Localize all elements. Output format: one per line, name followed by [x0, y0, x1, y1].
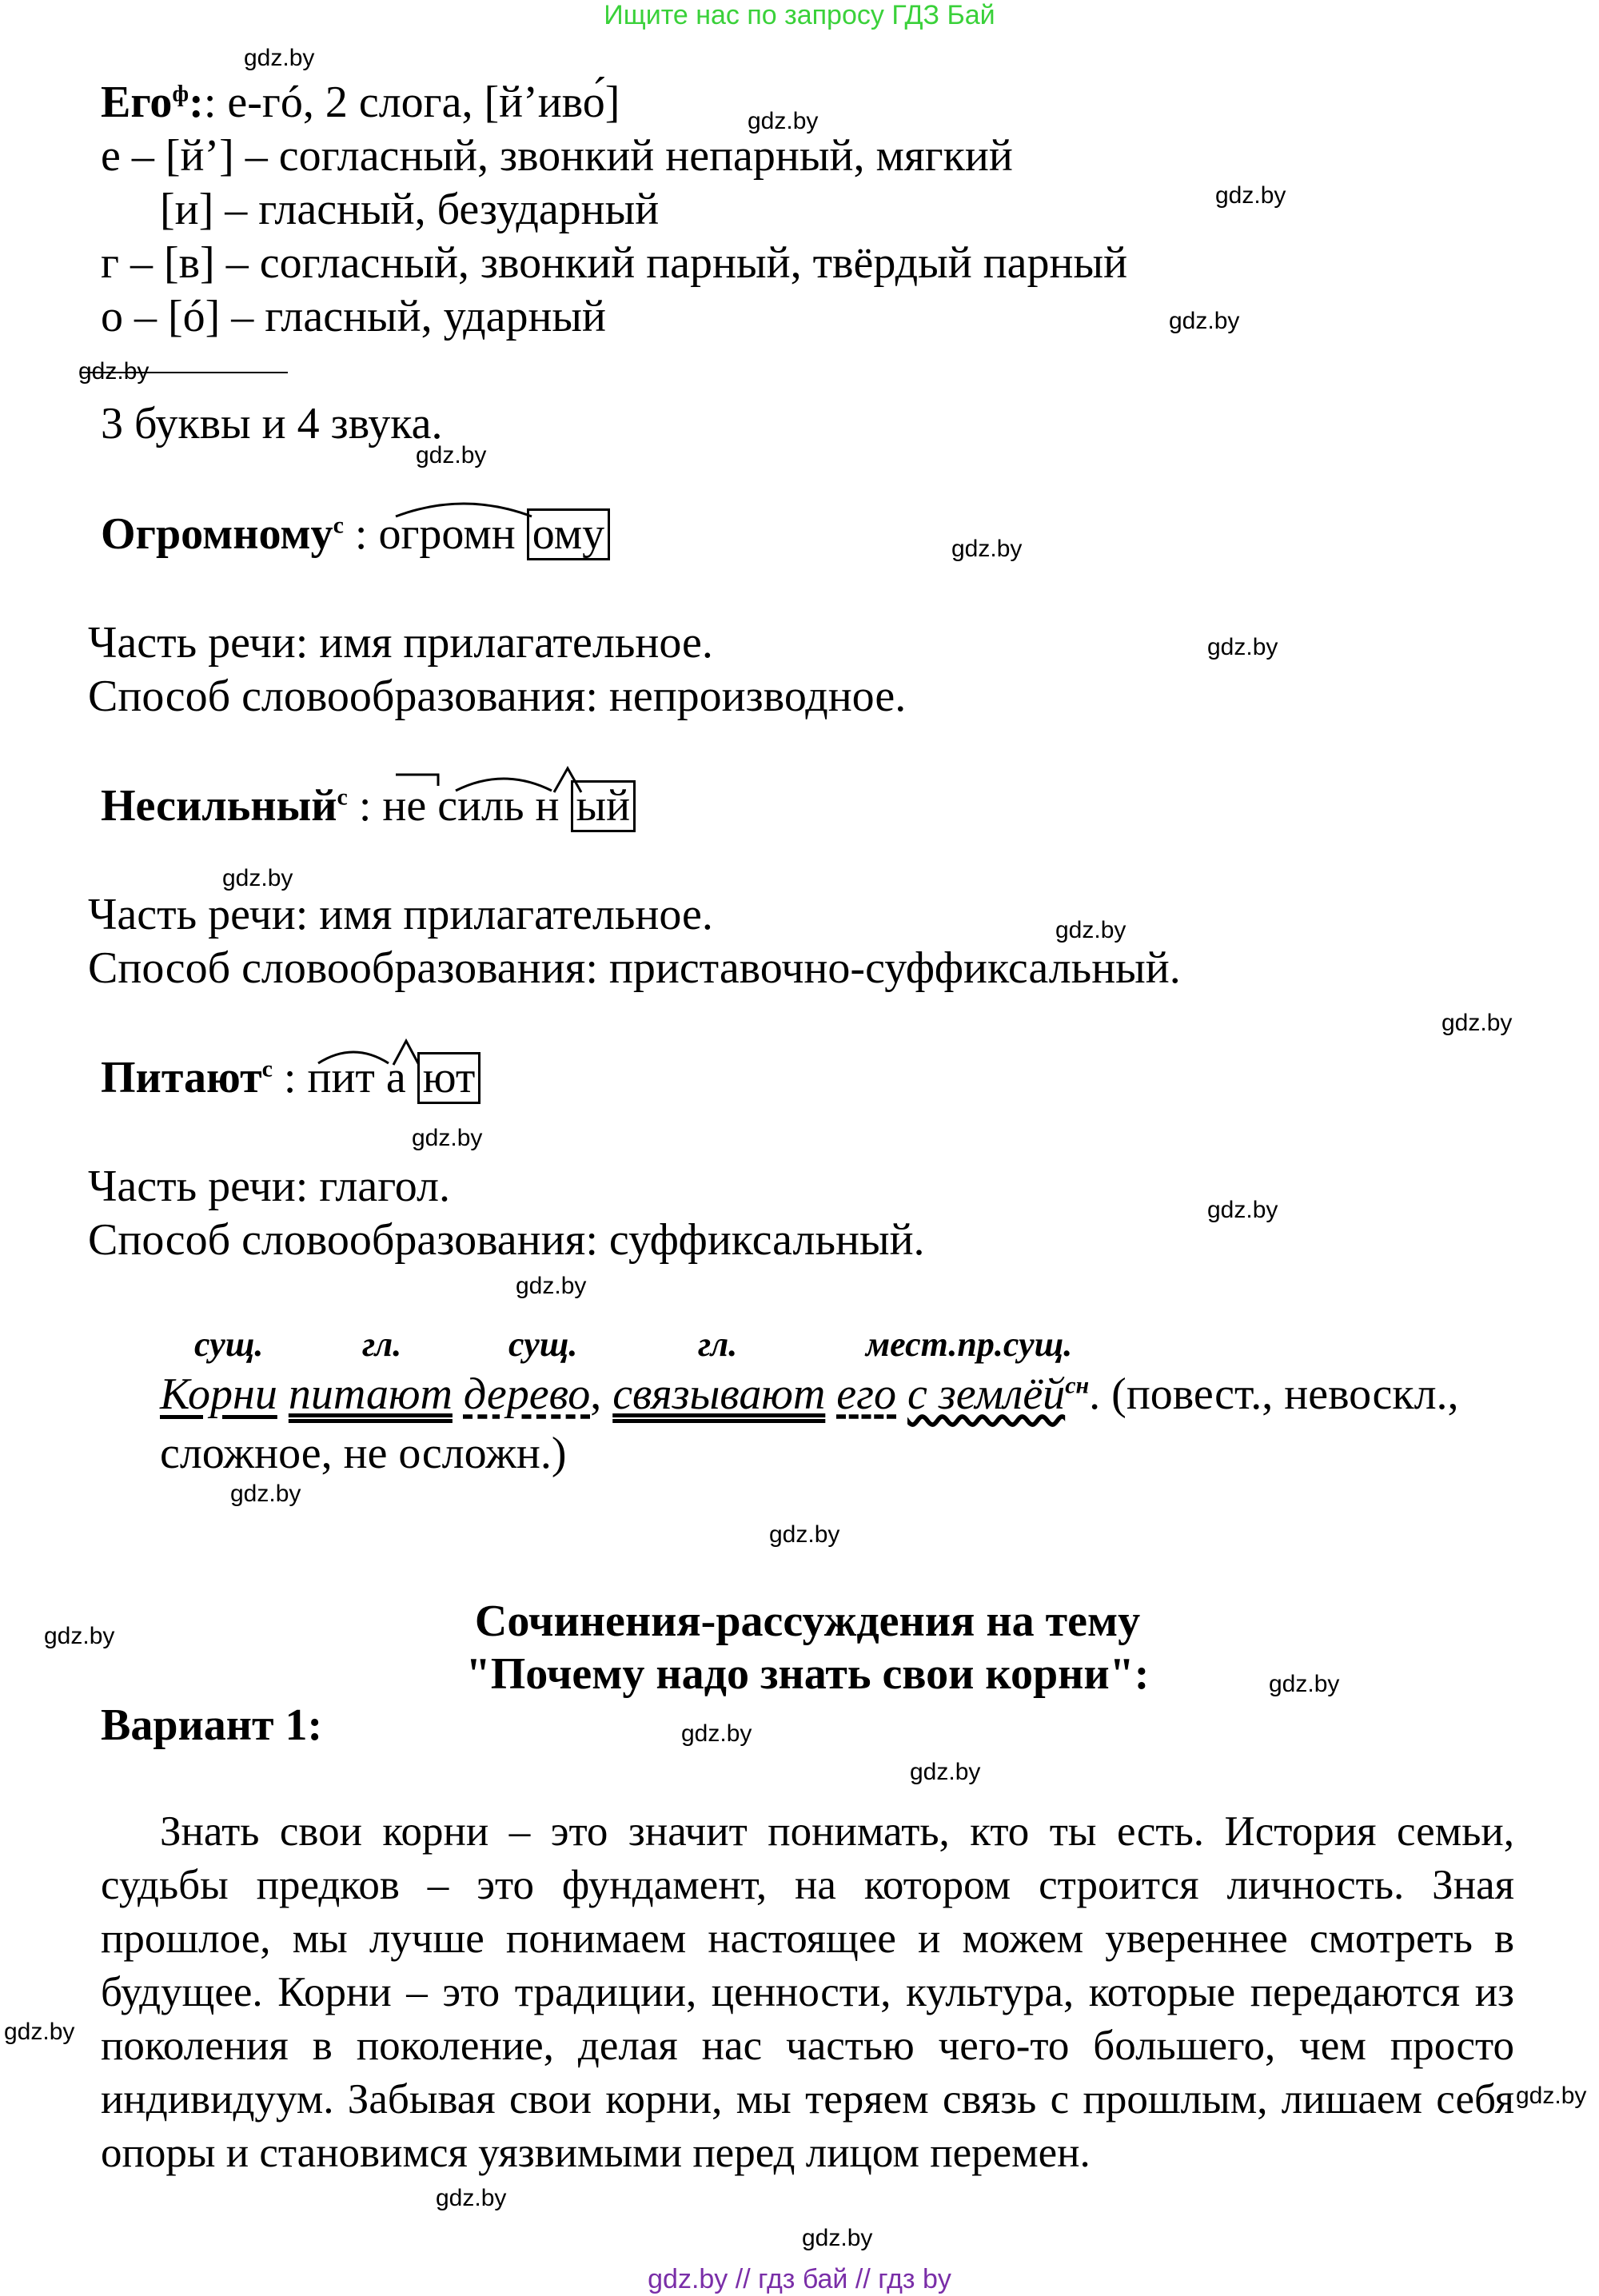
ego-sup: ф	[172, 80, 189, 107]
nesilny-line: Несильный$^с$ : не силь н ый	[101, 780, 636, 832]
watermark: gdz.by	[412, 1125, 483, 1151]
pitayut-word: Питают	[101, 1053, 262, 1102]
predicate-word-2: связывают	[612, 1369, 826, 1419]
nesilny-word: Несильный	[101, 781, 337, 831]
pitayut-sup: с	[261, 1055, 273, 1082]
essay-title-2: "Почему надо знать свои корни":	[465, 1649, 1150, 1699]
nesilny-suffix: н	[535, 781, 560, 831]
mark-4: гл.	[698, 1325, 738, 1364]
pitayut-pos: Часть речи: глагол.	[88, 1162, 450, 1211]
watermark: gdz.by	[951, 536, 1023, 562]
ogromnomu-sup: с	[333, 512, 344, 539]
object-word-2: его	[836, 1369, 896, 1419]
watermark: gdz.by	[1516, 2083, 1587, 2109]
ego-line-4: о – [ó] – гласный, ударный	[101, 292, 607, 341]
watermark: gdz.by	[1215, 182, 1286, 209]
nesilny-root: силь	[437, 781, 524, 831]
morpheme-marks	[392, 763, 664, 795]
nesilny-sup: с	[337, 783, 348, 811]
watermark: gdz.by	[748, 108, 819, 134]
pitayut-suffix: а	[385, 1053, 406, 1102]
watermark: gdz.by	[1207, 1197, 1278, 1223]
watermark: gdz.by	[681, 1720, 752, 1747]
watermark: gdz.by	[244, 45, 315, 71]
predicate-word: питают	[288, 1369, 453, 1419]
watermark: gdz.by	[4, 2019, 75, 2045]
adverbial-sup: сн	[1065, 1372, 1090, 1399]
sentence-line-2: сложное, не осложн.)	[160, 1429, 567, 1478]
ogromnomu-root: огромн	[378, 509, 516, 559]
root-arc-mark	[392, 496, 536, 520]
ogromnomu-line: Огромному$^с$ : огромн ому	[101, 508, 610, 560]
watermark: gdz.by	[222, 865, 293, 891]
watermark: gdz.by	[416, 442, 487, 468]
ego-line: Его$^ф$:: е-гó, 2 слога, [й’иво́]	[101, 78, 620, 127]
watermark: gdz.by	[802, 2225, 873, 2251]
mark-5: мест.пр.сущ.	[866, 1325, 1073, 1364]
morpheme-marks-2	[313, 1036, 433, 1068]
watermark: gdz.by	[910, 1759, 981, 1785]
watermark: gdz.by	[78, 358, 150, 385]
essay-paragraph: Знать свои корни – это значит понимать, кто ты есть. История семьи, судьбы предков – это фундамент, на котором строится личность. Зная прошлое, мы лучше понимаем настоящее и можем увереннее смотреть в будущее. Корни – это традиции, ценности, культура, которые передаются из поколения в поколение, делая нас частью чего-то большего, чем просто индивидуум. Забывая свои корни, мы теряем связь с прошлым, лишаем себя опоры и становимся уязвимыми перед лицом перемен.	[101, 1808, 1514, 2176]
ogromnomu-ending: ому	[527, 508, 610, 560]
object-word: дерево	[463, 1369, 591, 1419]
mark-2: гл.	[362, 1325, 402, 1364]
essay-title-1: Сочинения-рассуждения на тему	[474, 1596, 1141, 1646]
ogromnomu-pos: Часть речи: имя прилагательное.	[88, 618, 713, 668]
pitayut-root: пит	[307, 1053, 375, 1102]
pitayut-line: Питают$^с$ : пит а ют	[101, 1052, 480, 1104]
ego-rest: : е-гó, 2 слога, [й’иво́]	[203, 78, 620, 127]
sentence-tail: . (повест., невоскл.,	[1089, 1369, 1459, 1419]
ego-line-3: г – [в] – согласный, звонкий парный, твёрдый парный	[101, 238, 1128, 288]
watermark: gdz.by	[436, 2185, 507, 2211]
nesilny-pos: Часть речи: имя прилагательное.	[88, 890, 713, 939]
nesilny-ending: ый	[571, 780, 636, 832]
ego-line-2: [и] – гласный, безударный	[160, 185, 660, 234]
watermark: gdz.by	[769, 1521, 840, 1548]
watermark: gdz.by	[44, 1623, 115, 1649]
ogromnomu-method: Способ словообразования: непроизводное.	[88, 672, 907, 721]
mark-3: сущ.	[508, 1325, 578, 1364]
variant-label: Вариант 1:	[101, 1700, 323, 1750]
ego-total: 3 буквы и 4 звука.	[101, 399, 443, 448]
footer-links: gdz.by // гдз бай // гдз by	[648, 2264, 951, 2294]
watermark: gdz.by	[230, 1481, 301, 1507]
watermark: gdz.by	[1441, 1010, 1513, 1036]
subject-word: Корни	[160, 1369, 277, 1419]
nesilny-prefix: не	[382, 781, 427, 831]
ego-line-1: е – [й’] – согласный, звонкий непарный, мягкий	[101, 131, 1013, 181]
watermark: gdz.by	[1055, 917, 1126, 943]
watermark: gdz.by	[1169, 308, 1240, 334]
pitayut-ending: ют	[417, 1052, 481, 1104]
adverbial-phrase: с землёй	[907, 1369, 1066, 1419]
sentence-line: Корни питают дерево, связывают его с землёй$^{сн}$. (повест., невоскл.,	[160, 1369, 1459, 1419]
header-banner: Ищите нас по запросу ГДЗ Бай	[604, 0, 995, 30]
pitayut-method: Способ словообразования: суффиксальный.	[88, 1215, 925, 1265]
watermark: gdz.by	[1269, 1671, 1340, 1697]
nesilny-method: Способ словообразования: приставочно-суффиксальный.	[88, 943, 1181, 993]
ego-word: Его	[101, 78, 173, 127]
ogromnomu-word: Огромному	[101, 509, 333, 559]
mark-1: сущ.	[194, 1325, 264, 1364]
watermark: gdz.by	[1207, 634, 1278, 660]
watermark: gdz.by	[516, 1273, 587, 1299]
